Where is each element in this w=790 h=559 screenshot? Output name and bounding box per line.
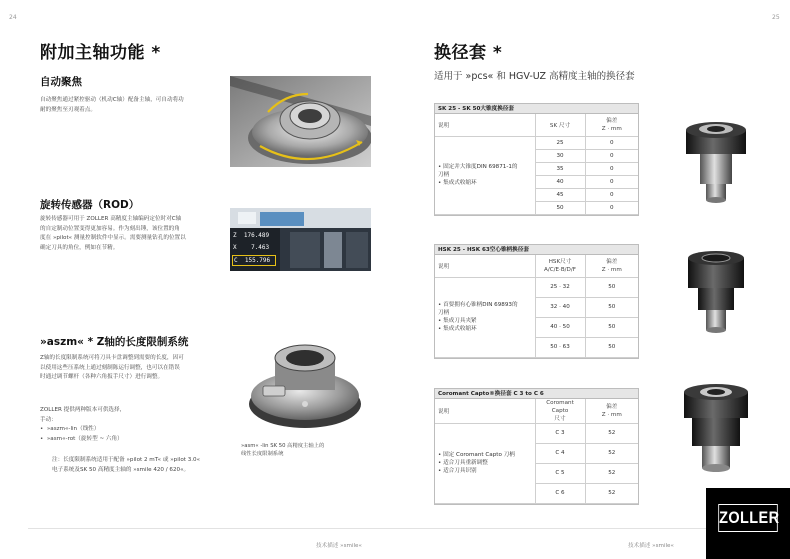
table-row: 32 · 40 50: [435, 297, 638, 317]
spindle-photo: [230, 76, 371, 167]
section-text-aszm: Z轴的长度限制系统可将刀具卡盘调整到需要的长度，因可 以使用这些压系统上通过刻制陈运行调整，也可以在错误 时通过调节螺杆（各种六角扳手尺寸）进行调整。: [40, 355, 184, 380]
table-sk-adapters: [434, 103, 639, 216]
table-desc: • 首要拥有心锥柄DIN 69893的 刀柄 • 集成刀具夹紧 • 集成式收缩环: [435, 277, 535, 357]
right-footer: 技术描述 »smile«: [628, 543, 674, 549]
table-hsk-adapters: [434, 244, 639, 359]
table-row: C 6 52: [435, 483, 638, 503]
right-page-title: 换径套 *: [434, 43, 503, 63]
col-header-size: Coromant Capto 尺寸: [535, 398, 585, 423]
section-text-autofocus: 自动聚焦通过紧控驱动（机动C轴）配备主轴，可自动将功 耐的聚焦至刃观着点。: [40, 97, 184, 113]
software-toolbar: [230, 208, 371, 228]
table-title: Coromant Capto®换径套 C 3 to C 6: [435, 389, 638, 398]
section-heading-rod: 旋转传感器（ROD）: [40, 199, 140, 211]
footer-rule: [28, 528, 738, 529]
capto-adapter-photo: [676, 380, 756, 478]
col-header-desc: 说明: [435, 398, 535, 423]
table-capto-adapters: [434, 388, 639, 505]
hsk-adapter-photo: [680, 250, 752, 342]
table-title: HSK 25 - HSK 63空心锥柄换径套: [435, 245, 638, 254]
col-header-size: HSK尺寸 A/C/E·B/D/F: [535, 254, 585, 277]
table-desc: • 固定并大锥度DIN 69871-1的 刀柄 • 集成式收缩环: [435, 136, 535, 214]
section-text-rod: 旋转传感器可用于 ZOLLER 高精度主轴编码定位时对C轴 的自定制动位置变得更加容易。作为刻出锤，该位置的角 度在 »pilot« 测量控制软件中显示。需要测量钻孔的位置以 确定刀具的角位，例如在节精。: [40, 216, 186, 251]
page-number-right: 25: [772, 14, 780, 21]
table-row: C 5 52: [435, 463, 638, 483]
table-row: 50 · 63 50: [435, 337, 638, 357]
section-heading-aszm: »aszm« * Z轴的长度限制系统: [40, 336, 189, 348]
right-page-subtitle: 适用于 »pcs« 和 HGV-UZ 高精度主轴的换径套: [434, 71, 635, 82]
table-desc: • 固定 Coromant Capto 刀柄 • 适合刀具重新调整 • 适合刀具识别: [435, 423, 535, 503]
sk-adapter-photo: [676, 112, 756, 212]
section-heading-autofocus: 自动聚焦: [40, 76, 82, 88]
table-row: • 首要拥有心锥柄DIN 69893的 刀柄 • 集成刀具夹紧 • 集成式收缩环 25 · 32 50: [435, 277, 638, 297]
aszm-list: ZOLLER 提供两种版本可供选择， 手动： • »aszm«-lin（线性） • »asm«-rot（旋转型 ~ 六角）: [40, 407, 126, 442]
table-row: • 固定 Coromant Capto 刀柄 • 适合刀具重新调整 • 适合刀具识别 C 3 52: [435, 423, 638, 443]
left-footer: 技术描述 »smile«: [316, 543, 362, 549]
col-header-size: SK 尺寸: [535, 113, 585, 136]
table-row: 40 0: [435, 175, 638, 188]
table-row: 50 0: [435, 201, 638, 214]
aszm-note: 注：长度限制系统适用于配备 »pilot 2 mT« 或 »pilot 3.0« 电子系统及SK 50 高精度主轴的 »smile 420 / 620«。: [52, 457, 201, 473]
table-row: C 4 52: [435, 443, 638, 463]
table-row: 30 0: [435, 149, 638, 162]
col-header-deviation: 偏差 Z · mm: [585, 398, 638, 423]
col-header-deviation: 偏差 Z · mm: [585, 113, 638, 136]
col-header-desc: 说明: [435, 254, 535, 277]
c-axis-readout: C 155.796: [232, 255, 276, 266]
col-header-desc: 说明: [435, 113, 535, 136]
table-title: SK 25 - SK 50大锥度换径套: [435, 104, 638, 113]
table-row: 35 0: [435, 162, 638, 175]
aszm-spindle-photo: [245, 338, 363, 433]
col-header-deviation: 偏差 Z · mm: [585, 254, 638, 277]
zoller-logo: [706, 488, 790, 559]
table-row: 40 · 50 50: [435, 317, 638, 337]
page-number-left: 24: [9, 14, 17, 21]
aszm-photo-caption: »asm« -lin SK 50 高精度主轴上的 线性长度限制系统: [241, 443, 325, 457]
table-row: 45 0: [435, 188, 638, 201]
rod-software-screenshot: [230, 208, 371, 271]
zoller-logo-text: ZOLLER: [718, 504, 778, 532]
table-row: • 固定并大锥度DIN 69871-1的 刀柄 • 集成式收缩环 25 0: [435, 136, 638, 149]
software-readout: Z 176.489 X 7.463 C 155.796: [230, 228, 280, 271]
left-page-title: 附加主轴功能 *: [40, 43, 161, 63]
